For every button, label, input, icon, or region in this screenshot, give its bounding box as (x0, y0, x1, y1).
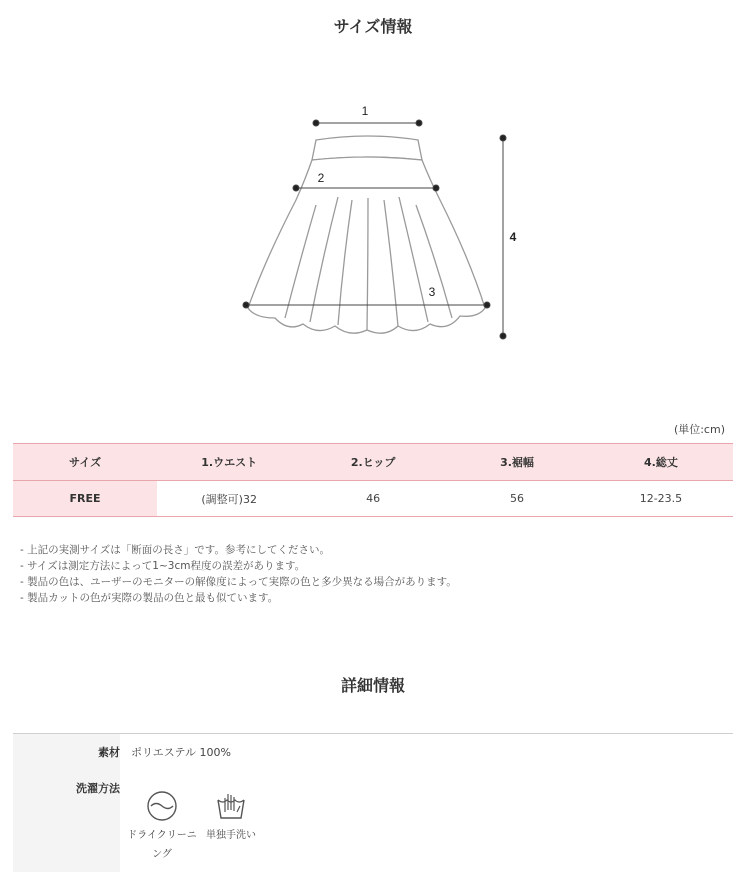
header-size: サイズ (13, 444, 157, 481)
header-hem: 3.裾幅 (445, 444, 589, 481)
header-hip: 2.ヒップ (301, 444, 445, 481)
hand-wash-label: 単独手洗い (206, 830, 256, 841)
measure-line-waist (313, 120, 422, 126)
skirt-measurement-diagram (0, 0, 746, 410)
skirt-illustration (248, 136, 485, 333)
measure-label-1: 1 (361, 104, 369, 118)
hem-cell: 56 (445, 481, 589, 517)
note-item: - 製品カットの色が実際の製品の色と最も似ています。 (20, 592, 279, 604)
size-table (13, 443, 733, 517)
measure-label-2: 2 (317, 171, 325, 185)
dry-clean-icon (146, 790, 178, 822)
length-cell: 12-23.5 (589, 481, 733, 517)
table-row (13, 481, 733, 517)
measure-label-3: 3 (428, 285, 436, 299)
hip-cell: 46 (301, 481, 445, 517)
note-item: - サイズは測定方法によって1~3cm程度の誤差があります。 (20, 560, 306, 572)
note-item: - 製品の色は、ユーザーのモニターの解像度によって実際の色と多少異なる場合があります。 (20, 576, 457, 588)
care-label: 洗濯方法 (76, 782, 120, 795)
size-info-title: サイズ情報 (333, 17, 413, 36)
detail-info-title: 詳細情報 (340, 676, 405, 695)
care-item-dry-clean (126, 790, 198, 864)
measure-line-length (500, 135, 506, 339)
material-label: 素材 (98, 746, 120, 759)
hand-wash-icon (215, 790, 247, 822)
header-length: 4.総丈 (589, 444, 733, 481)
dry-clean-label: ドライクリーニング (127, 830, 197, 860)
care-item-hand-wash (195, 790, 267, 845)
size-table-header-row (13, 444, 733, 481)
header-waist: 1.ウエスト (157, 444, 301, 481)
note-item: - 上記の実測サイズは「断面の長さ」です。参考にしてください。 (20, 544, 330, 556)
detail-table (13, 733, 733, 872)
measure-label-4: 4 (509, 230, 517, 244)
size-name-cell: FREE (13, 481, 157, 517)
material-value: ポリエステル 100% (131, 746, 231, 759)
unit-note: (単位:cm) (673, 423, 725, 436)
waist-cell: (調整可)32 (157, 481, 301, 517)
size-notes (20, 542, 457, 606)
